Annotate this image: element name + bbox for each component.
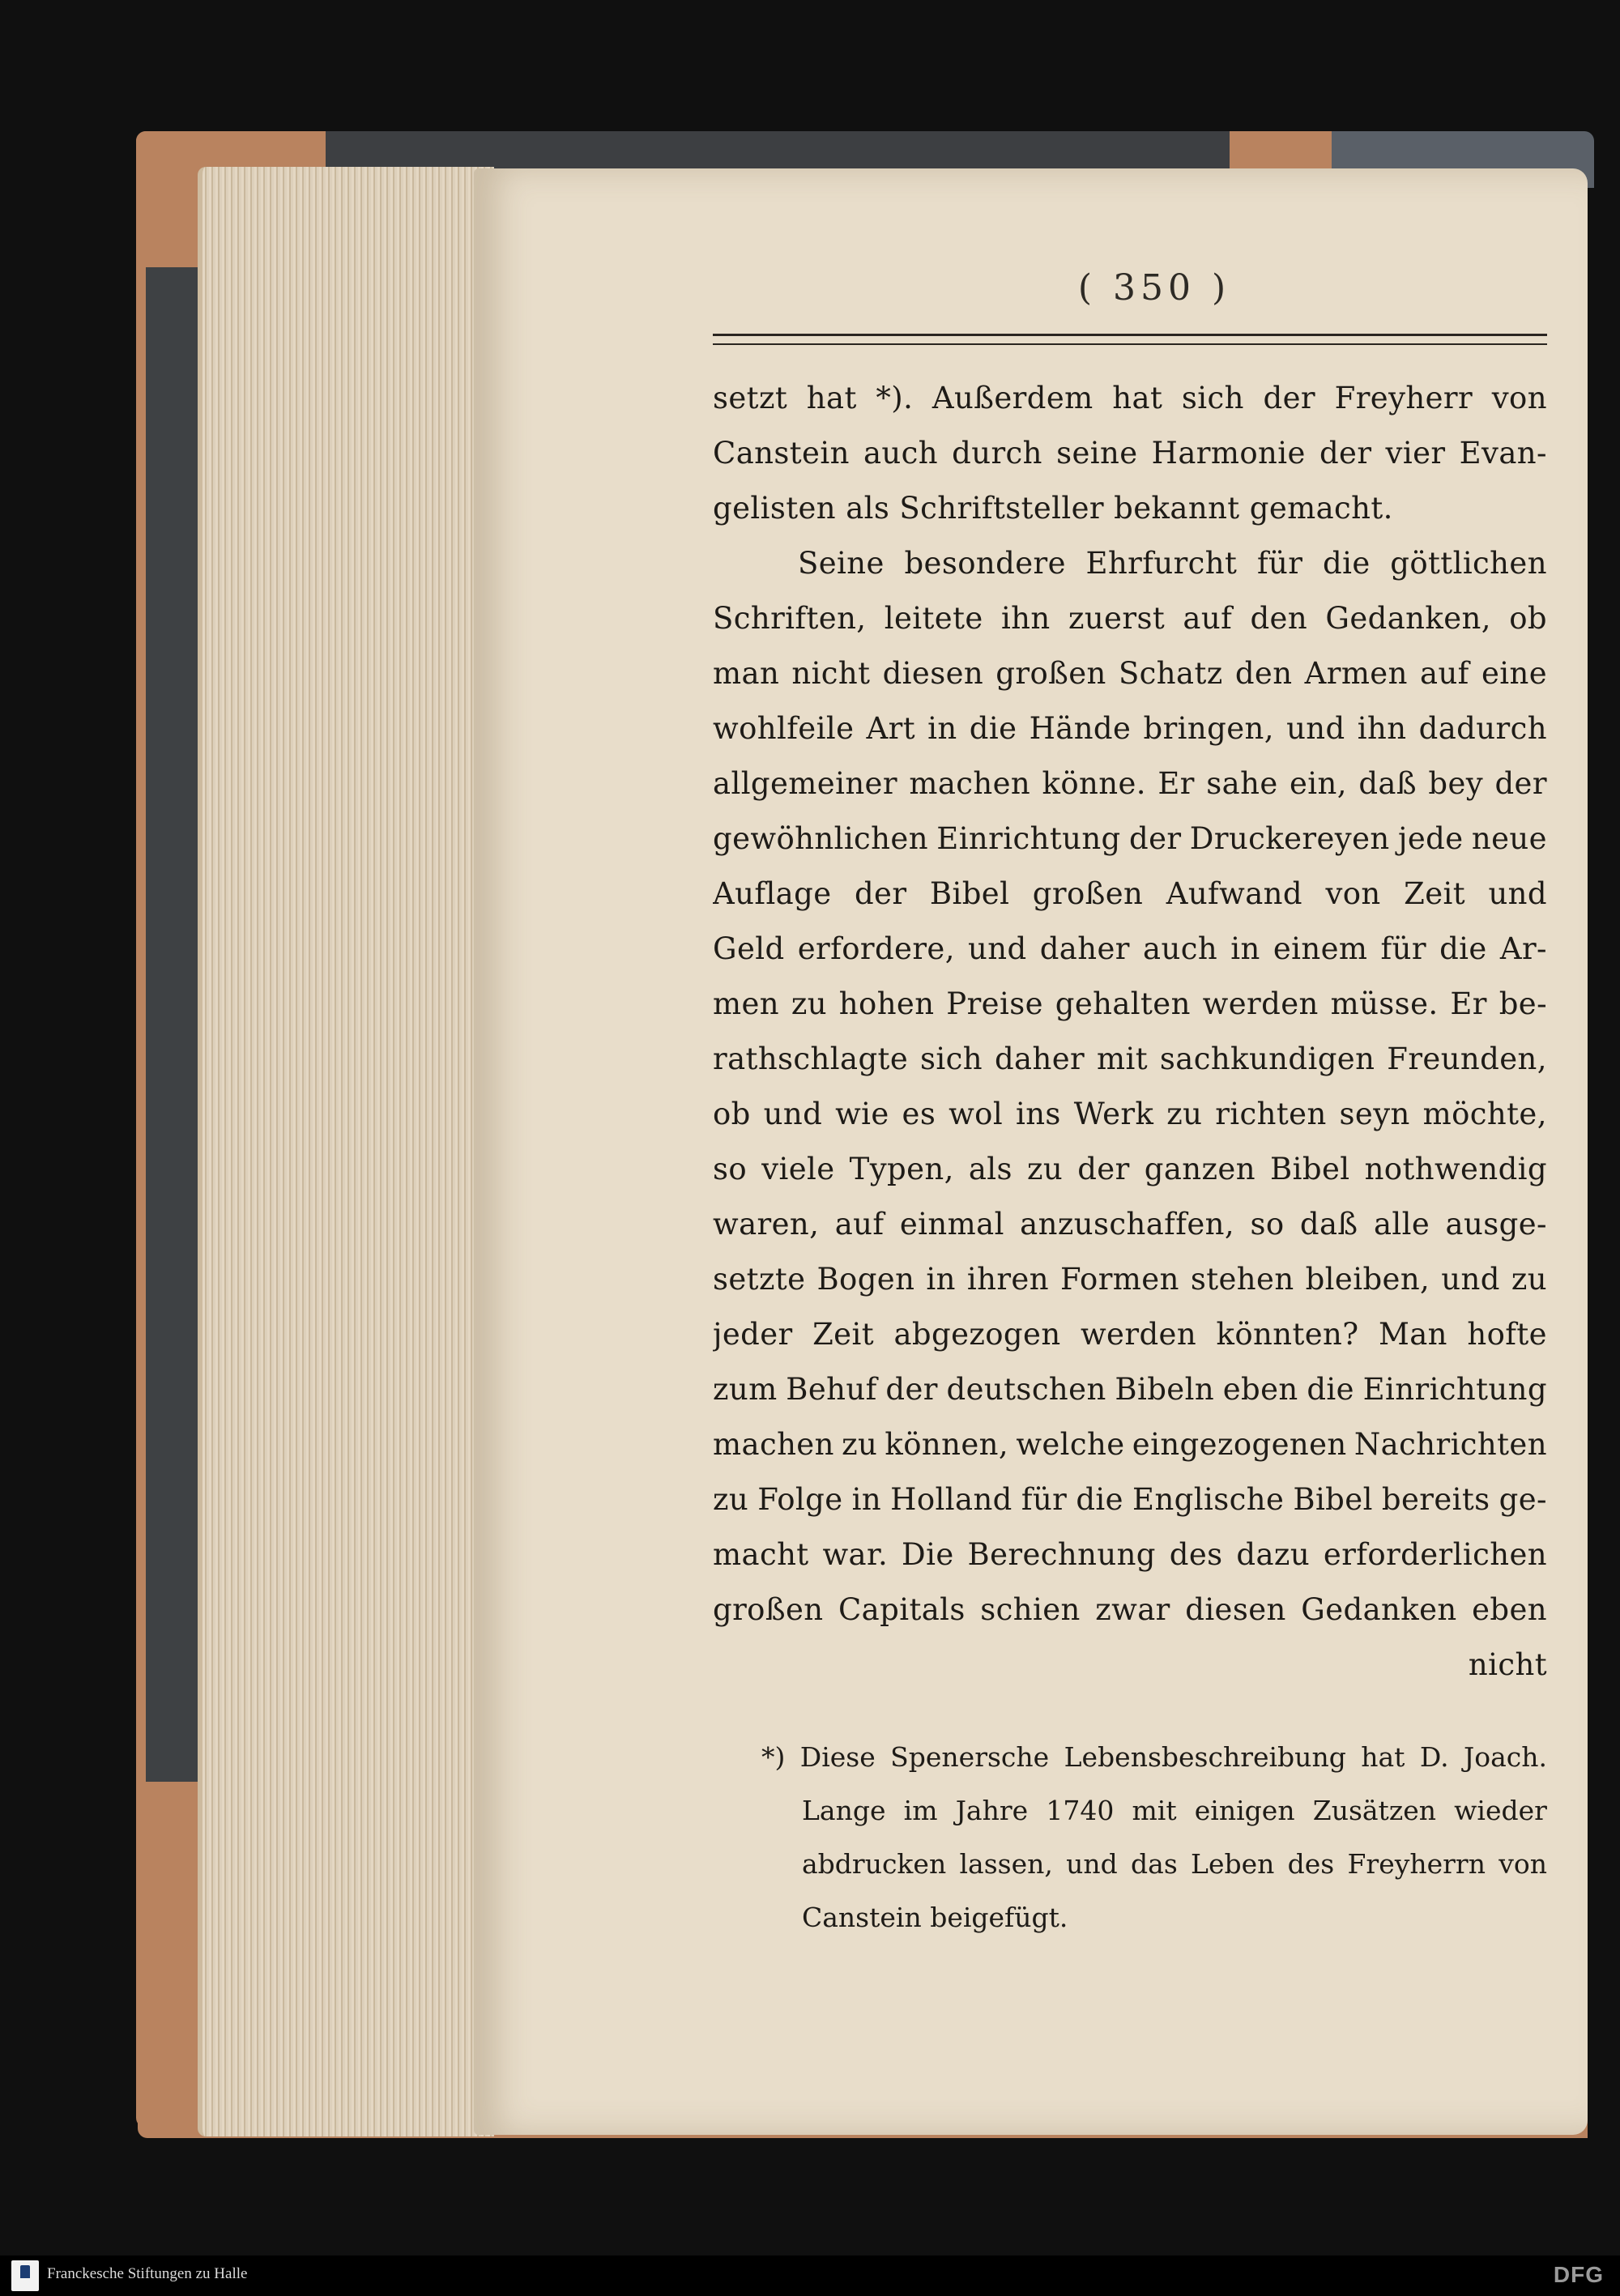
footnote-line: *) Diese Spenersche Lebensbeschreibung hat D. Joach. (761, 1740, 1547, 1773)
holding-institution: Franckesche Stiftungen zu Halle (47, 2265, 248, 2282)
text-line: setzt hat *). Außerdem hat sich der Freyherr von (713, 380, 1547, 415)
text-line: macht war. Die Berechnung des dazu erforderlichen (713, 1536, 1547, 1572)
header-rule (713, 334, 1547, 336)
text-line: men zu hohen Preise gehalten werden müsse. Er be- (713, 986, 1547, 1021)
text-line: allgemeiner machen könne. Er sahe ein, daß bey der (713, 765, 1547, 801)
page-number: ( 350 ) (1077, 267, 1231, 309)
text-line: so viele Typen, als zu der ganzen Bibel nothwendig (713, 1151, 1547, 1186)
dfg-logo: DFG (1553, 2262, 1604, 2287)
text-line: setzte Bogen in ihren Formen stehen bleiben, und zu (713, 1261, 1547, 1297)
footnote-line: Canstein beigefügt. (802, 1901, 1068, 1933)
book-spine (146, 267, 202, 1782)
text-line: jeder Zeit abgezogen werden könnten? Man hofte (713, 1316, 1547, 1352)
institution-logo-icon (11, 2260, 39, 2291)
viewer-footer (0, 2256, 1620, 2296)
text-line: man nicht diesen großen Schatz den Armen auf eine (713, 655, 1547, 691)
page-edges (198, 167, 494, 2136)
header-rule-thin (713, 343, 1547, 345)
text-line: Auflage der Bibel großen Aufwand von Zeit und (713, 875, 1547, 911)
text-line: machen zu können, welche eingezogenen Nachrichten (713, 1426, 1547, 1462)
text-line: großen Capitals schien zwar diesen Gedanken eben (713, 1591, 1547, 1627)
text-line: zu Folge in Holland für die Englische Bibel bereits ge- (713, 1481, 1547, 1517)
text-line: Canstein auch durch seine Harmonie der vier Evan- (713, 435, 1547, 471)
text-line: gelisten als Schriftsteller bekannt gemacht. (713, 490, 1393, 526)
text-line: zum Behuf der deutschen Bibeln eben die Einrichtung (713, 1371, 1547, 1407)
text-line: rathschlagte sich daher mit sachkundigen Freunden, (713, 1041, 1547, 1076)
text-line: ob und wie es wol ins Werk zu richten seyn möchte, (713, 1096, 1547, 1131)
text-line: waren, auf einmal anzuschaffen, so daß alle ausge- (713, 1206, 1547, 1242)
catchword: nicht (1468, 1646, 1547, 1682)
text-line: Schriften, leitete ihn zuerst auf den Gedanken, ob (713, 600, 1547, 636)
footnote-line: Lange im Jahre 1740 mit einigen Zusätzen wieder (802, 1794, 1547, 1826)
footnote-line: abdrucken lassen, und das Leben des Freyherrn von (802, 1847, 1547, 1880)
text-line: Seine besondere Ehrfurcht für die göttlichen (798, 545, 1547, 581)
text-line: gewöhnlichen Einrichtung der Druckereyen jede neue (713, 820, 1547, 856)
text-line: wohlfeile Art in die Hände bringen, und ihn dadurch (713, 710, 1547, 746)
text-line: Geld erfordere, und daher auch in einem für die Ar- (713, 931, 1547, 966)
